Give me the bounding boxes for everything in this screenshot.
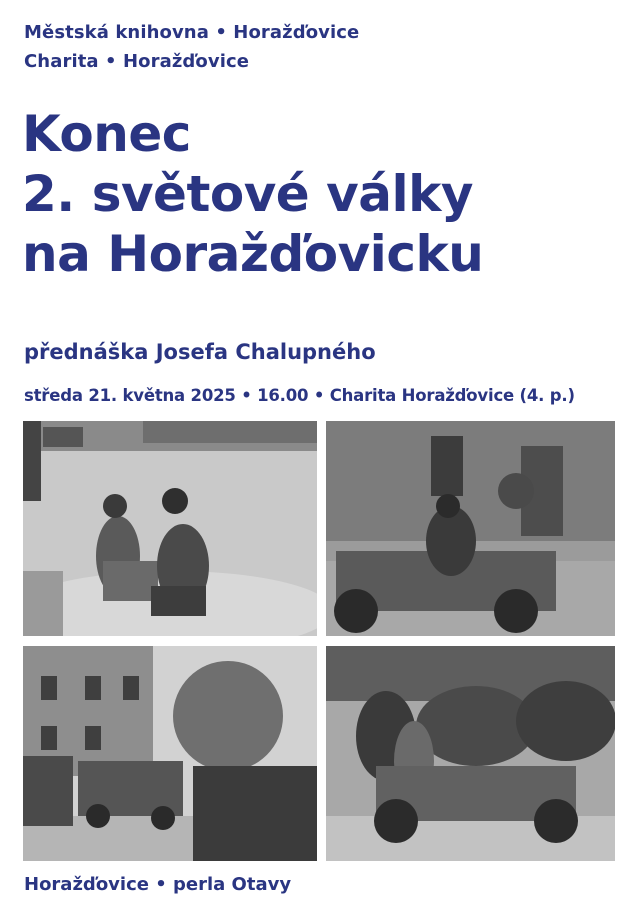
lecture-subtitle: přednáška Josefa Chalupného	[24, 340, 376, 364]
title-line-2: 2. světové války	[22, 165, 473, 223]
footer-slogan: Horažďovice • perla Otavy	[24, 874, 292, 895]
title-line-3: na Horažďovicku	[22, 225, 484, 283]
photo-soldier-in-jeep	[326, 421, 615, 636]
photo-soldier-with-mother-and-child	[23, 421, 317, 636]
organizer-line-library: Městská knihovna • Horažďovice	[24, 22, 360, 43]
poster-title	[22, 104, 483, 284]
photo-crowd-on-jeep	[326, 646, 615, 861]
event-date-time-place: středa 21. května 2025 • 16.00 • Charita Horažďovice (4. p.)	[24, 386, 575, 405]
title-line-1: Konec	[22, 105, 191, 163]
organizer-line-charity: Charita • Horažďovice	[24, 51, 250, 72]
photo-halftrack-on-square	[23, 646, 317, 861]
